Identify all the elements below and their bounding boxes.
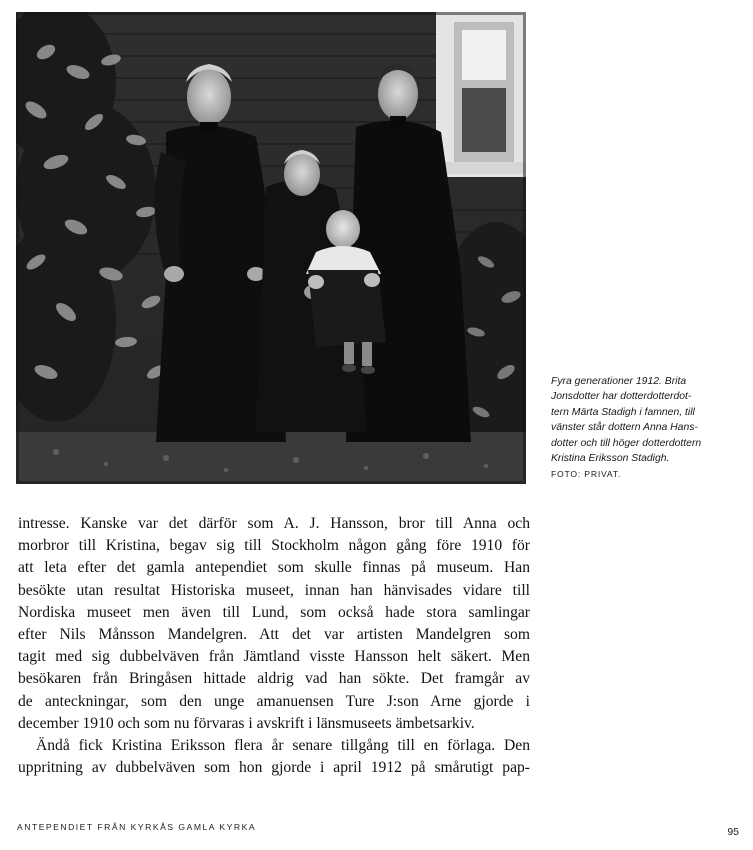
four-generations-photograph <box>16 12 526 484</box>
photo-caption <box>551 374 741 483</box>
body-line: uppritning av dubbelväven som hon gjorde i april 1912 på smårutigt pap- <box>18 759 530 777</box>
body-line: de anteckningar, som den unge amanuensen Ture J:son Arne gjorde i <box>18 692 530 710</box>
caption-line: Jonsdotter har dotterdotterdot- <box>551 391 692 403</box>
caption-line: vänster står dottern Anna Hans- <box>551 422 698 434</box>
running-footer-title: ANTEPENDIET FRÅN KYRKÅS GAMLA KYRKA <box>17 822 257 832</box>
page-number: 95 <box>727 826 739 838</box>
photo-illustration <box>16 12 526 484</box>
body-line: tagit med sig dubbelväven från Jämtland visste Hansson helt säkert. Men <box>18 648 530 666</box>
body-line: december 1910 och som nu förvaras i avskrift i länsmuseets ämbetsarkiv. <box>18 714 475 732</box>
body-line: Ändå fick Kristina Eriksson flera år senare tillgång till en förlaga. Den <box>36 737 530 755</box>
body-line: Nordiska museet men även till Lund, som också hade stora samlingar <box>18 603 530 621</box>
caption-line: dotter och till höger dotterdottern <box>551 437 702 449</box>
body-line: morbror till Kristina, begav sig till Stockholm någon gång före 1910 för <box>18 537 530 555</box>
caption-line: tern Märta Stadigh i famnen, till <box>551 406 695 418</box>
caption-line: Fyra generationer 1912. Brita <box>551 376 687 387</box>
body-line: besökaren från Bringåsen hittade aldrig vad han sökte. Det framgår av <box>18 670 530 688</box>
photo-credit: FOTO: PRIVAT. <box>551 469 622 480</box>
body-line: intresse. Kanske var det därför som A. J. Hansson, bror till Anna och <box>18 515 530 532</box>
body-line: besökte utan resultat Historiska museet, innan han hänvisades vidare till <box>18 581 530 599</box>
body-text <box>18 513 530 779</box>
body-line: att leta efter det gamla antependiet som skulle finnas på museum. Han <box>18 559 530 577</box>
body-line: efter Nils Månsson Mandelgren. Att det var artisten Mandelgren som <box>18 626 530 644</box>
caption-line: Kristina Eriksson Stadigh. <box>551 453 670 465</box>
